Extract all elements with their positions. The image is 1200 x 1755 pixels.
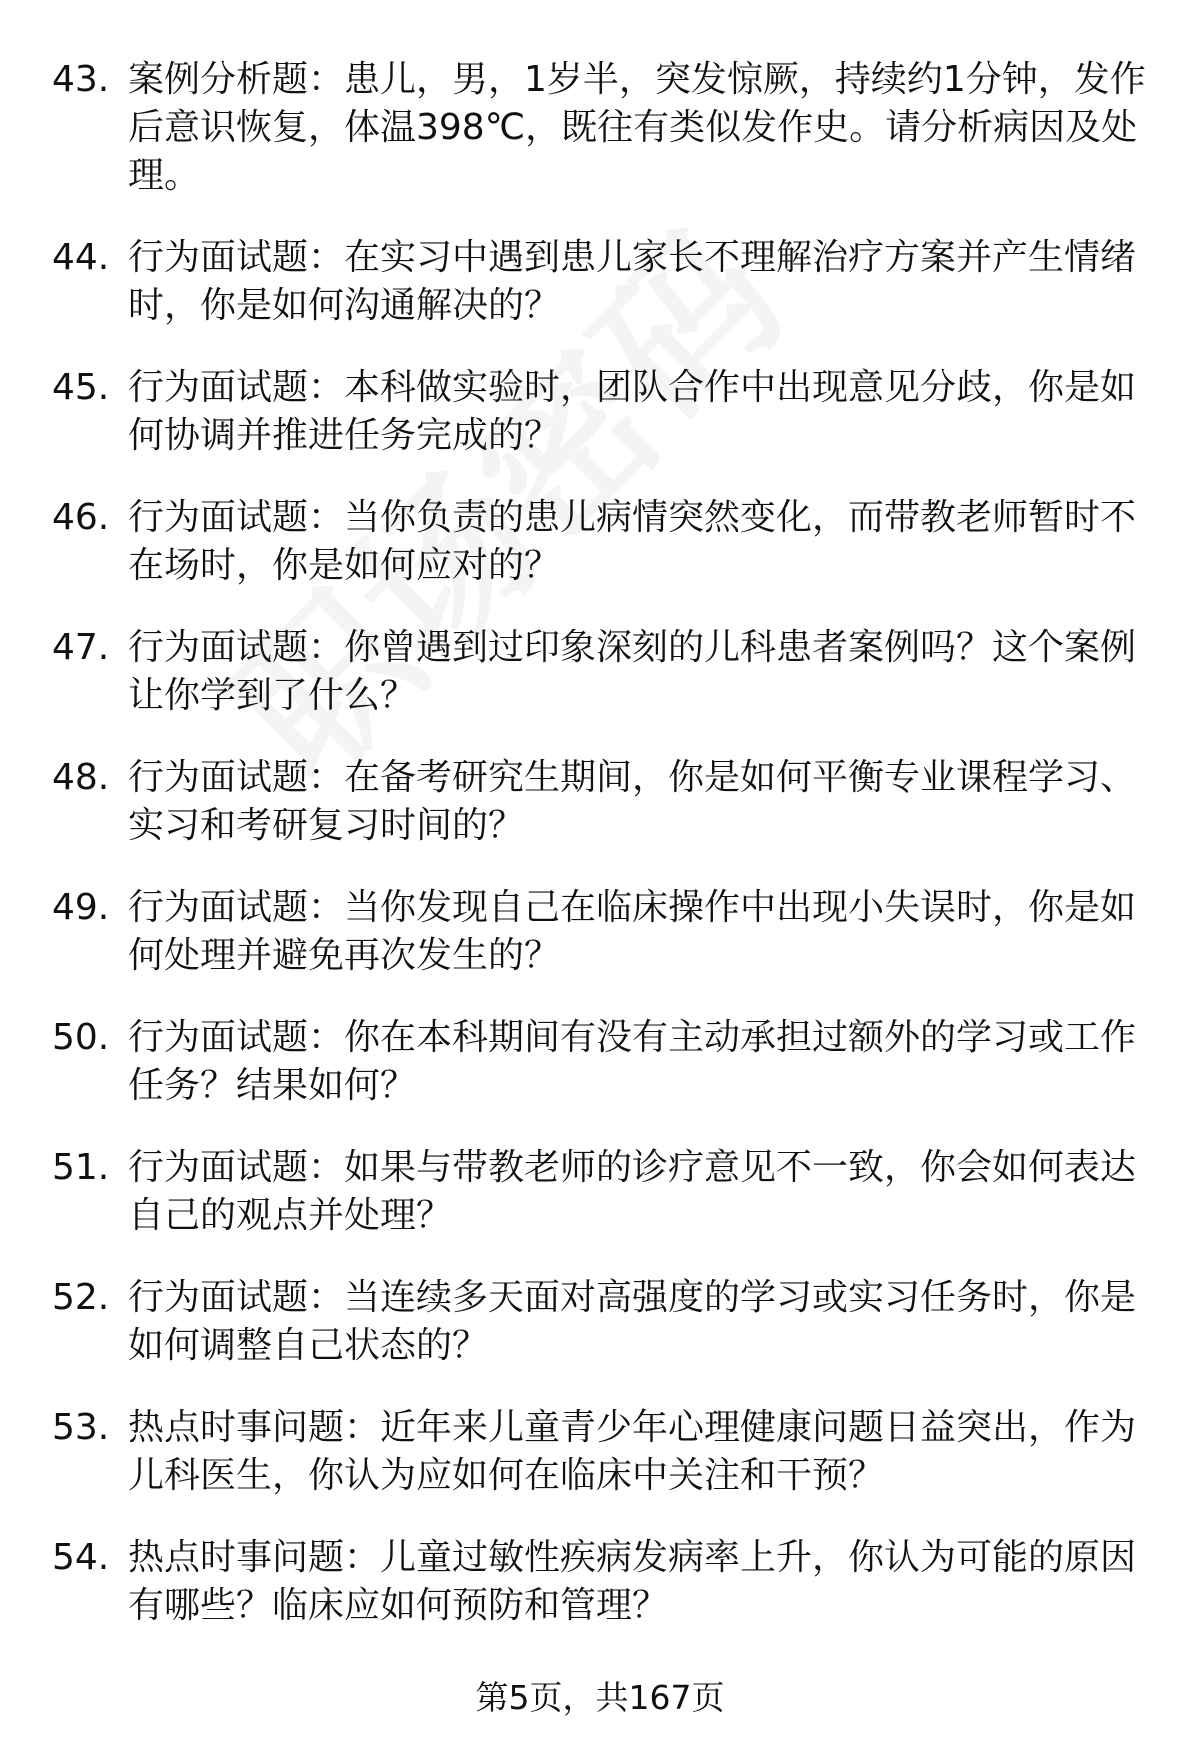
question-49 xyxy=(52,884,1152,980)
question-46 xyxy=(52,494,1152,590)
question-number: 45. xyxy=(52,367,110,408)
question-number: 46. xyxy=(52,497,110,538)
question-text: 热点时事问题：儿童过敏性疾病发病率上升，你认为可能的原因有哪些？临床应如何预防和管理？ xyxy=(128,1537,1137,1626)
question-text: 行为面试题：你曾遇到过印象深刻的儿科患者案例吗？这个案例让你学到了什么？ xyxy=(128,627,1137,716)
question-number: 49. xyxy=(52,887,110,928)
question-number: 51. xyxy=(52,1147,110,1188)
question-text: 行为面试题：当你发现自己在临床操作中出现小失误时，你是如何处理并避免再次发生的？ xyxy=(128,887,1137,976)
question-50 xyxy=(52,1014,1152,1110)
question-45 xyxy=(52,364,1152,460)
question-number: 48. xyxy=(52,757,110,798)
question-44 xyxy=(52,234,1152,330)
question-text: 行为面试题：本科做实验时，团队合作中出现意见分歧，你是如何协调并推进任务完成的？ xyxy=(128,367,1137,456)
question-text: 行为面试题：当你负责的患儿病情突然变化，而带教老师暂时不在场时，你是如何应对的？ xyxy=(128,497,1137,586)
question-text: 行为面试题：当连续多天面对高强度的学习或实习任务时，你是如何调整自己状态的？ xyxy=(128,1277,1137,1366)
question-51 xyxy=(52,1144,1152,1240)
question-54 xyxy=(52,1534,1152,1630)
question-number: 43. xyxy=(52,59,110,100)
question-number: 50. xyxy=(52,1017,110,1058)
page-footer: 第5页，共167页 xyxy=(475,1678,725,1717)
question-48 xyxy=(52,754,1152,850)
question-text: 行为面试题：你在本科期间有没有主动承担过额外的学习或工作任务？结果如何？ xyxy=(128,1017,1137,1106)
question-text: 行为面试题：在备考研究生期间，你是如何平衡专业课程学习、实习和考研复习时间的？ xyxy=(128,757,1137,846)
question-number: 53. xyxy=(52,1407,110,1448)
question-52 xyxy=(52,1274,1152,1370)
question-text: 热点时事问题：近年来儿童青少年心理健康问题日益突出，作为儿科医生，你认为应如何在临床中关注和干预？ xyxy=(128,1407,1137,1496)
question-number: 54. xyxy=(52,1537,110,1578)
question-number: 47. xyxy=(52,627,110,668)
question-53 xyxy=(52,1404,1152,1500)
question-number: 52. xyxy=(52,1277,110,1318)
question-47 xyxy=(52,624,1152,720)
question-text: 行为面试题：如果与带教老师的诊疗意见不一致，你会如何表达自己的观点并处理？ xyxy=(128,1147,1137,1236)
question-text: 行为面试题：在实习中遇到患儿家长不理解治疗方案并产生情绪时，你是如何沟通解决的？ xyxy=(128,237,1137,326)
question-list xyxy=(52,56,1152,1664)
question-43 xyxy=(52,56,1152,200)
question-text: 案例分析题：患儿，男，1岁半，突发惊厥，持续约1分钟，发作后意识恢复，体温398℃，既往有类似发作史。请分析病因及处理。 xyxy=(128,59,1146,196)
question-number: 44. xyxy=(52,237,110,278)
